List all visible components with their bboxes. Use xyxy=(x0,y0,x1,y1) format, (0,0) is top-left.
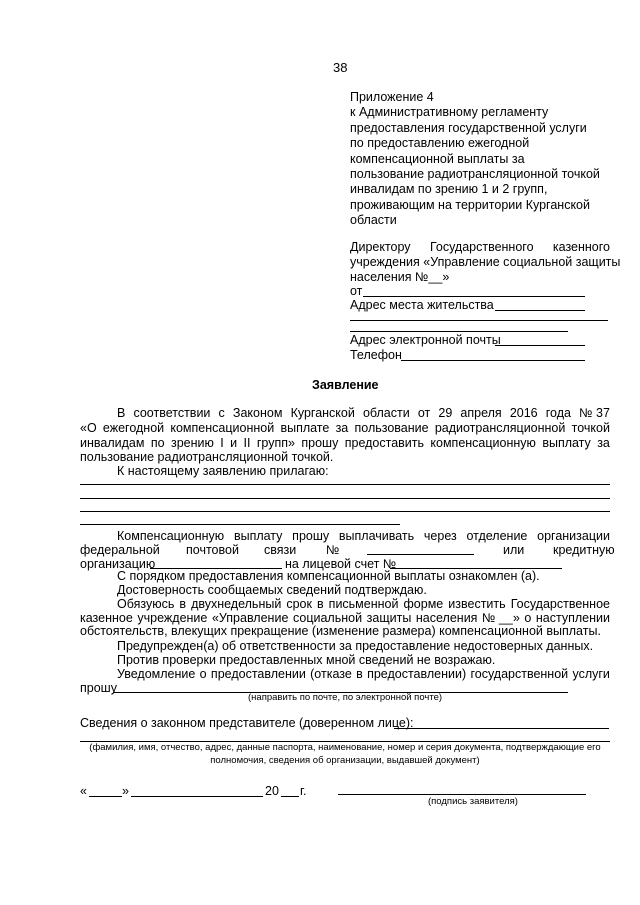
date-quote-close: » xyxy=(122,784,129,798)
word: инвалидам xyxy=(80,436,145,450)
word: 29 xyxy=(438,406,453,420)
word: известить xyxy=(448,597,506,611)
payment-line-1 xyxy=(117,529,610,543)
word: социальной xyxy=(292,611,363,625)
signature-field[interactable] xyxy=(338,794,586,795)
no-objection-statement: Против проверки предоставленных мной сведений не возражаю. xyxy=(117,653,496,667)
word: государственной xyxy=(470,667,569,681)
address-field[interactable] xyxy=(495,310,585,311)
word: «Управление xyxy=(211,611,289,625)
word: Директору xyxy=(350,240,411,254)
word: в xyxy=(356,667,363,681)
word: наступлении xyxy=(535,611,610,625)
signature-hint: (подпись заявителя) xyxy=(428,796,518,807)
paragraph-1-line-1 xyxy=(117,406,610,420)
payment-word: кредитную xyxy=(553,543,615,557)
word: учреждение xyxy=(137,611,208,625)
word: за xyxy=(597,436,610,450)
word: предоставить xyxy=(344,436,425,450)
word: групп» xyxy=(256,436,295,450)
word: прошу xyxy=(292,529,330,543)
word: II xyxy=(243,436,251,450)
addressee-line-2: учреждения «Управление социальной защиты xyxy=(350,255,621,269)
word: в xyxy=(179,597,187,611)
word: с xyxy=(218,406,225,420)
payment-word: или xyxy=(503,543,525,557)
word: предоставлении xyxy=(210,667,306,681)
word: выплате xyxy=(280,421,330,435)
payment-word: почтовой xyxy=(186,543,239,557)
paragraph-1-line-2 xyxy=(80,421,610,435)
paragraph-1-line-4: пользование радиотрансляционной точкой. xyxy=(80,450,334,464)
word: радиотрансляционной xyxy=(434,421,566,435)
organization-label: организацию xyxy=(80,557,156,571)
reliability-statement: Достоверность сообщаемых сведений подтверждаю. xyxy=(117,583,427,597)
word: населения xyxy=(415,611,478,625)
word: форме xyxy=(403,597,444,611)
word: казенного xyxy=(552,240,610,254)
word: Обязуюсь xyxy=(117,597,175,611)
payment-word: № xyxy=(326,543,340,557)
word: (отказе xyxy=(310,667,352,681)
date-day-field[interactable] xyxy=(89,796,122,797)
appendix-line: инвалидам по зрению 1 и 2 групп, xyxy=(350,182,548,197)
year-suffix: г. xyxy=(300,784,307,798)
word: Государственного xyxy=(429,240,534,254)
word: отделение xyxy=(466,529,528,543)
appendix-line: проживающим на территории Курганской xyxy=(350,197,590,212)
appendix-line: компенсационной выплаты за xyxy=(350,151,525,166)
appendix-line: к Административному регламенту xyxy=(350,105,549,120)
appendix-line: пользование радиотрансляционной точкой xyxy=(350,167,600,182)
word: Государственное xyxy=(510,597,610,611)
word: услуги xyxy=(572,667,610,681)
word: № 37 xyxy=(579,406,610,420)
word: о xyxy=(199,667,207,681)
word: выплату xyxy=(233,529,283,543)
word: апреля xyxy=(460,406,502,420)
notification-prosbu: прошу xyxy=(80,681,117,695)
word: за xyxy=(335,421,349,435)
notification-hint: (направить по почте, по электронной почте) xyxy=(248,692,443,703)
payment-word: связи xyxy=(264,543,297,557)
word: казенное xyxy=(80,611,133,625)
address-field-3[interactable] xyxy=(350,331,568,332)
obligation-line-3: обстоятельств, влекущих прекращение (изменение размера) компенсационной выплаты. xyxy=(80,624,601,638)
address-label: Адрес места жительства xyxy=(350,298,494,312)
notification-line-1 xyxy=(117,667,610,681)
word: выплачивать xyxy=(338,529,415,543)
from-label: от xyxy=(350,284,363,298)
addressee-line-3: населения №__» xyxy=(350,270,450,284)
document-title: Заявление xyxy=(312,378,379,392)
paragraph-1-line-3 xyxy=(80,436,610,450)
word: № __» xyxy=(482,611,520,625)
email-label: Адрес электронной почты xyxy=(350,333,501,347)
attachment-line[interactable] xyxy=(80,498,610,499)
familiar-statement: С порядком предоставления компенсационной выплаты ознакомлен (а). xyxy=(117,569,540,583)
word: по xyxy=(150,436,165,450)
word: срок xyxy=(286,597,312,611)
representative-hint-1: (фамилия, имя, отчество, адрес, данные паспорта, наименование, номер и серия документа, подтверждающие его xyxy=(89,742,601,753)
attachment-line[interactable] xyxy=(80,484,610,485)
word: соответствии xyxy=(133,406,211,420)
word: компенсационной xyxy=(170,421,275,435)
post-office-number-field[interactable] xyxy=(367,554,474,555)
word: прошу xyxy=(301,436,339,450)
word: и xyxy=(230,436,238,450)
word: защиты xyxy=(366,611,412,625)
word: Компенсационную xyxy=(117,529,225,543)
appendix-line: по предоставлению ежегодной xyxy=(350,136,530,151)
payment-word: федеральной xyxy=(80,543,160,557)
attachments-label: К настоящему заявлению прилагаю: xyxy=(117,464,329,478)
word: ежегодной xyxy=(102,421,165,435)
word: двухнедельный xyxy=(191,597,282,611)
account-label: на лицевой счет № xyxy=(285,557,397,571)
representative-label: Сведения о законном представителе (доверенном лице): xyxy=(80,716,414,730)
appendix-title: Приложение 4 xyxy=(350,90,434,104)
word: через xyxy=(423,529,457,543)
date-month-field[interactable] xyxy=(131,796,263,797)
word: Уведомление xyxy=(117,667,196,681)
addressee-line-1 xyxy=(350,240,610,254)
email-field[interactable] xyxy=(495,345,585,346)
appendix-block xyxy=(350,90,610,229)
word: Законом xyxy=(232,406,283,420)
word: организации xyxy=(537,529,610,543)
word: 2016 xyxy=(509,406,538,420)
word: В xyxy=(117,406,126,420)
word: области xyxy=(362,406,410,420)
year-prefix: 20 xyxy=(265,784,279,798)
word: года xyxy=(545,406,571,420)
page-number: 38 xyxy=(333,60,348,75)
date-quote-open: « xyxy=(80,784,87,798)
from-field[interactable] xyxy=(363,296,585,297)
word: пользование xyxy=(354,421,429,435)
word: I xyxy=(220,436,224,450)
appendix-line: предоставления государственной услуги xyxy=(350,120,587,135)
word: письменной xyxy=(328,597,399,611)
word: точкой xyxy=(571,421,610,435)
representative-hint-2: полномочия, сведения об организации, выдавшей документ) xyxy=(210,755,480,766)
word: компенсационную xyxy=(430,436,536,450)
word: выплату xyxy=(542,436,591,450)
word: в xyxy=(317,597,324,611)
phone-label: Телефон xyxy=(350,348,402,362)
obligation-line-2 xyxy=(80,611,610,625)
date-year-field[interactable] xyxy=(281,796,299,797)
attachment-line[interactable] xyxy=(80,511,610,512)
representative-field[interactable] xyxy=(394,728,609,729)
warned-statement: Предупрежден(а) об ответственности за предоставление недостоверных данных. xyxy=(117,639,594,653)
word: предоставлении) xyxy=(367,667,467,681)
address-field-2[interactable] xyxy=(350,320,608,321)
attachment-line[interactable] xyxy=(80,524,400,525)
appendix-line: области xyxy=(350,213,397,228)
word: Курганской xyxy=(290,406,355,420)
word: о xyxy=(524,611,532,625)
word: «О xyxy=(80,421,97,435)
word: зрению xyxy=(170,436,214,450)
obligation-line-1 xyxy=(117,597,610,611)
phone-field[interactable] xyxy=(401,360,585,361)
word: от xyxy=(417,406,431,420)
